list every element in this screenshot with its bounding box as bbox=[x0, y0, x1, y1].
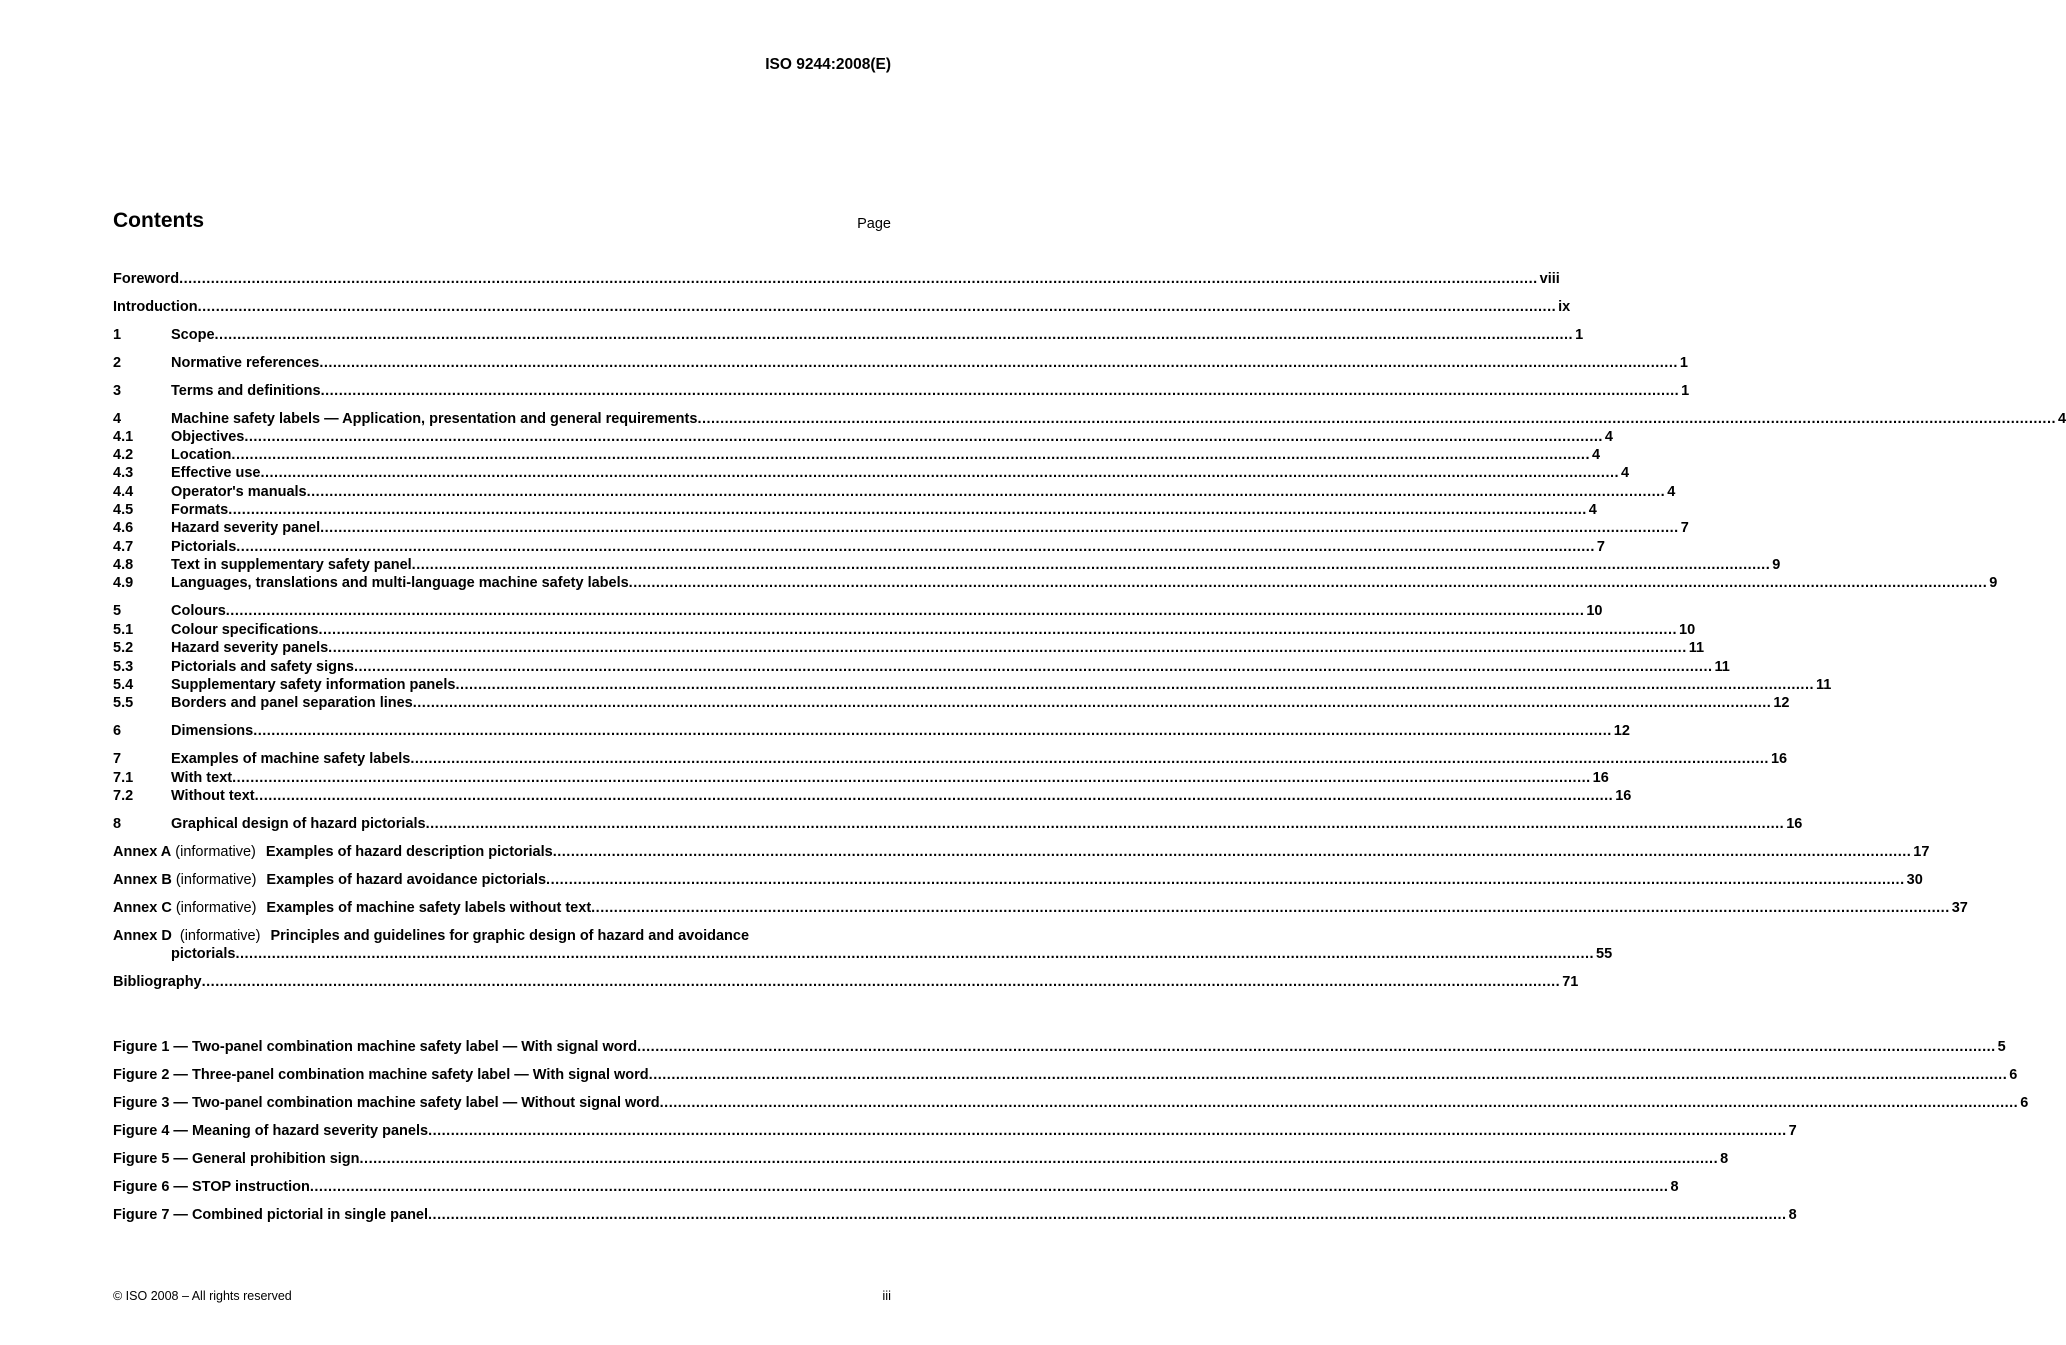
toc-entry-page: 4 bbox=[1667, 484, 1676, 500]
figure-title: Figure 6 — STOP instruction bbox=[113, 1179, 310, 1195]
toc-entry-title: Borders and panel separation lines bbox=[171, 695, 413, 711]
dot-leader bbox=[318, 621, 1677, 639]
toc-entry-title: Hazard severity panels bbox=[171, 640, 329, 656]
toc-entry[interactable] bbox=[113, 676, 1832, 694]
toc-entry-number: 4.4 bbox=[113, 484, 134, 500]
toc-entry-title: With text bbox=[171, 770, 233, 786]
toc-entry[interactable] bbox=[113, 382, 1690, 400]
figure-title: Figure 3 — Two-panel combination machine safety label — Without signal word bbox=[113, 1095, 660, 1111]
toc-entry[interactable] bbox=[113, 538, 1605, 556]
footer-page-number: iii bbox=[882, 1288, 891, 1303]
toc-entry[interactable] bbox=[113, 787, 1632, 805]
annex-note: (informative) bbox=[175, 844, 256, 860]
dot-leader bbox=[426, 815, 1785, 833]
annex-d-entry[interactable] bbox=[113, 927, 749, 945]
toc-entry-title: Normative references bbox=[171, 355, 320, 371]
figure-entry[interactable] bbox=[113, 1150, 1729, 1168]
copyright-notice: © ISO 2008 – All rights reserved bbox=[113, 1289, 292, 1303]
dot-leader bbox=[546, 871, 1905, 889]
dot-leader bbox=[428, 1122, 1787, 1140]
toc-entry[interactable] bbox=[113, 769, 1609, 787]
dot-leader bbox=[255, 787, 1614, 805]
contents-heading: Contents bbox=[113, 209, 204, 232]
figure-entry[interactable] bbox=[113, 1122, 1797, 1140]
toc-entry-page: 1 bbox=[1681, 383, 1690, 399]
toc-entry[interactable] bbox=[113, 483, 1676, 501]
figure-title: Figure 2 — Three-panel combination machine safety label — With signal word bbox=[113, 1067, 649, 1083]
toc-entry[interactable] bbox=[113, 464, 1630, 482]
dot-leader bbox=[637, 1038, 1996, 1056]
toc-entry[interactable] bbox=[113, 574, 1998, 592]
dot-leader bbox=[328, 639, 1687, 657]
figure-entry[interactable] bbox=[113, 1066, 2018, 1084]
toc-entry-number: 1 bbox=[113, 327, 122, 343]
toc-entry[interactable] bbox=[113, 298, 1571, 316]
toc-entry-title: Pictorials bbox=[171, 539, 237, 555]
dot-leader bbox=[310, 1178, 1669, 1196]
toc-entry[interactable] bbox=[113, 519, 1689, 537]
figure-page: 7 bbox=[1788, 1123, 1797, 1139]
dot-leader bbox=[236, 538, 1595, 556]
dot-leader bbox=[629, 574, 1988, 592]
bibliography-title: Bibliography bbox=[113, 974, 202, 990]
annex-label: Annex B bbox=[113, 872, 172, 888]
toc-entry-number: 4.5 bbox=[113, 502, 134, 518]
toc-entry-page: 16 bbox=[1786, 816, 1803, 832]
toc-entry[interactable] bbox=[113, 446, 1601, 464]
toc-entry-page: 10 bbox=[1679, 622, 1696, 638]
toc-entry[interactable] bbox=[113, 639, 1705, 657]
toc-entry-title: Location bbox=[171, 447, 232, 463]
dot-leader bbox=[360, 1150, 1719, 1168]
toc-entry-page: ix bbox=[1558, 299, 1571, 315]
toc-entry[interactable] bbox=[113, 621, 1696, 639]
toc-entry-page: 4 bbox=[2058, 411, 2066, 427]
toc-entry-page: viii bbox=[1539, 271, 1560, 287]
dot-leader bbox=[307, 483, 1666, 501]
dot-leader bbox=[660, 1094, 2019, 1112]
toc-entry-number: 4.1 bbox=[113, 429, 134, 445]
toc-entry-number: 5.2 bbox=[113, 640, 134, 656]
toc-entry[interactable] bbox=[113, 270, 1560, 288]
toc-entry-number: 4.7 bbox=[113, 539, 134, 555]
toc-entry[interactable] bbox=[113, 602, 1603, 620]
dot-leader bbox=[455, 676, 1814, 694]
toc-entry[interactable] bbox=[113, 428, 1613, 446]
toc-entry-title: Machine safety labels — Application, presentation and general requirements bbox=[171, 411, 698, 427]
toc-entry-page: 16 bbox=[1592, 770, 1609, 786]
toc-entry-title: Colours bbox=[171, 603, 226, 619]
toc-entry-number: 6 bbox=[113, 723, 122, 739]
figure-page: 8 bbox=[1788, 1207, 1797, 1223]
toc-entry[interactable] bbox=[113, 556, 1781, 574]
annex-d-continuation[interactable] bbox=[113, 945, 1613, 963]
dot-leader bbox=[410, 750, 1769, 768]
figure-title: Figure 1 — Two-panel combination machine safety label — With signal word bbox=[113, 1039, 638, 1055]
annex-entry[interactable] bbox=[113, 899, 1968, 917]
toc-entry-page: 1 bbox=[1575, 327, 1584, 343]
toc-entry[interactable] bbox=[113, 354, 1688, 372]
toc-entry-number: 3 bbox=[113, 383, 122, 399]
toc-entry-page: 7 bbox=[1596, 539, 1605, 555]
toc-entry-page: 9 bbox=[1989, 575, 1998, 591]
toc-entry-number: 5 bbox=[113, 603, 122, 619]
toc-entry-title: Operator's manuals bbox=[171, 484, 307, 500]
annex-entry[interactable] bbox=[113, 871, 1923, 889]
toc-entry[interactable] bbox=[113, 722, 1630, 740]
toc-entry-title: Supplementary safety information panels bbox=[171, 677, 456, 693]
toc-entry-page: 9 bbox=[1772, 557, 1781, 573]
figure-entry[interactable] bbox=[113, 1038, 2006, 1056]
toc-entry-number: 4.6 bbox=[113, 520, 134, 536]
toc-entry-title: Hazard severity panel bbox=[171, 520, 321, 536]
dot-leader bbox=[413, 694, 1772, 712]
annex-title: Examples of hazard description pictorials bbox=[265, 844, 553, 860]
toc-entry-page: 16 bbox=[1615, 788, 1632, 804]
dot-leader bbox=[202, 973, 1561, 991]
toc-entry[interactable] bbox=[113, 658, 1730, 676]
toc-entry-page: 4 bbox=[1592, 447, 1601, 463]
toc-entry-number: 4.2 bbox=[113, 447, 134, 463]
annex-page: 30 bbox=[1906, 872, 1923, 888]
annex-note: (informative) bbox=[175, 872, 257, 888]
toc-entry-title: Colour specifications bbox=[171, 622, 319, 638]
toc-entry-title: Graphical design of hazard pictorials bbox=[171, 816, 426, 832]
toc-entry[interactable] bbox=[113, 501, 1597, 519]
toc-entry-page: 11 bbox=[1816, 677, 1832, 693]
annex-page: 55 bbox=[1596, 946, 1613, 962]
toc-entry[interactable] bbox=[113, 694, 1790, 712]
toc-entry-number: 7 bbox=[113, 751, 122, 767]
toc-entry-title: Dimensions bbox=[171, 723, 254, 739]
figure-entry[interactable] bbox=[113, 1094, 2029, 1112]
dot-leader bbox=[412, 556, 1771, 574]
figure-title: Figure 4 — Meaning of hazard severity panels bbox=[113, 1123, 429, 1139]
toc-entry-title: Without text bbox=[171, 788, 255, 804]
annex-page: 37 bbox=[1951, 900, 1968, 916]
toc-entry-title: Objectives bbox=[171, 429, 245, 445]
toc-entry-number: 7.1 bbox=[113, 770, 134, 786]
dot-leader bbox=[428, 1206, 1787, 1224]
toc-entry-title: Examples of machine safety labels bbox=[171, 751, 411, 767]
toc-entry-page: 4 bbox=[1604, 429, 1613, 445]
toc-entry[interactable] bbox=[113, 815, 1803, 833]
annex-note: (informative) bbox=[179, 928, 261, 944]
dot-leader bbox=[198, 298, 1557, 316]
annex-title-continued: pictorials bbox=[171, 946, 236, 962]
dot-leader bbox=[244, 428, 1603, 446]
toc-entry-title: Formats bbox=[171, 502, 229, 518]
annex-title: Examples of hazard avoidance pictorials bbox=[266, 872, 547, 888]
toc-entry-page: 10 bbox=[1586, 603, 1603, 619]
toc-entry-number: 4 bbox=[113, 411, 122, 427]
toc-entry-number: 4.3 bbox=[113, 465, 134, 481]
toc-entry[interactable] bbox=[113, 326, 1584, 344]
dot-leader bbox=[320, 519, 1679, 537]
toc-entry-number: 2 bbox=[113, 355, 122, 371]
toc-entry-number: 5.3 bbox=[113, 659, 134, 675]
dot-leader bbox=[553, 843, 1912, 861]
dot-leader bbox=[215, 326, 1574, 344]
dot-leader bbox=[354, 658, 1713, 676]
bibliography-page: 71 bbox=[1562, 974, 1579, 990]
toc-entry-title: Text in supplementary safety panel bbox=[171, 557, 412, 573]
annex-title: Principles and guidelines for graphic design of hazard and avoidance bbox=[270, 928, 750, 944]
dot-leader bbox=[231, 446, 1590, 464]
figure-page: 5 bbox=[1997, 1039, 2006, 1055]
toc-entry-page: 7 bbox=[1680, 520, 1689, 536]
dot-leader bbox=[649, 1066, 2008, 1084]
figure-page: 6 bbox=[2020, 1095, 2029, 1111]
figure-title: Figure 7 — Combined pictorial in single panel bbox=[113, 1207, 429, 1223]
toc-entry-title: Languages, translations and multi-language machine safety labels bbox=[171, 575, 629, 591]
toc-entry-page: 1 bbox=[1679, 355, 1688, 371]
toc-entry-page: 11 bbox=[1714, 659, 1730, 675]
toc-entry-number: 5.5 bbox=[113, 695, 134, 711]
annex-label: Annex D bbox=[113, 928, 172, 944]
toc-entry-number: 5.4 bbox=[113, 677, 134, 693]
dot-leader bbox=[228, 501, 1587, 519]
toc-entry-number: 5.1 bbox=[113, 622, 134, 638]
page-column-label: Page bbox=[857, 216, 891, 232]
figure-title: Figure 5 — General prohibition sign bbox=[113, 1151, 360, 1167]
dot-leader bbox=[697, 410, 2056, 428]
bibliography-entry[interactable] bbox=[113, 973, 1579, 991]
toc-entry-number: 4.8 bbox=[113, 557, 134, 573]
toc-entry-page: 12 bbox=[1613, 723, 1630, 739]
annex-label: Annex C bbox=[113, 900, 172, 916]
toc-entry-title: Scope bbox=[171, 327, 215, 343]
document-id: ISO 9244:2008(E) bbox=[765, 56, 891, 73]
figure-page: 6 bbox=[2009, 1067, 2018, 1083]
annex-label: Annex A bbox=[113, 844, 172, 860]
toc-entry-page: 11 bbox=[1688, 640, 1705, 656]
figure-page: 8 bbox=[1670, 1179, 1679, 1195]
toc-entry-page: 16 bbox=[1770, 751, 1788, 767]
dot-leader bbox=[226, 602, 1585, 620]
toc-entry-page: 12 bbox=[1773, 695, 1790, 711]
toc-entry-page: 4 bbox=[1588, 502, 1597, 518]
dot-leader bbox=[591, 899, 1950, 917]
toc-entry-number: 7.2 bbox=[113, 788, 134, 804]
toc-entry-title: Effective use bbox=[171, 465, 261, 481]
dot-leader bbox=[235, 945, 1594, 963]
dot-leader bbox=[260, 464, 1619, 482]
toc-entry-title: Foreword bbox=[113, 271, 180, 287]
dot-leader bbox=[321, 382, 1680, 400]
toc-entry-number: 8 bbox=[113, 816, 122, 832]
dot-leader bbox=[319, 354, 1678, 372]
toc-entry-title: Introduction bbox=[113, 299, 198, 315]
figure-entry[interactable] bbox=[113, 1206, 1797, 1224]
dot-leader bbox=[179, 270, 1538, 288]
dot-leader bbox=[253, 722, 1612, 740]
toc-entry-number: 4.9 bbox=[113, 575, 134, 591]
toc-entry[interactable] bbox=[113, 750, 1788, 768]
toc-entry-title: Pictorials and safety signs bbox=[171, 659, 354, 675]
figure-page: 8 bbox=[1720, 1151, 1729, 1167]
dot-leader bbox=[232, 769, 1591, 787]
annex-title: Examples of machine safety labels without text bbox=[266, 900, 592, 916]
toc-entry-page: 4 bbox=[1621, 465, 1630, 481]
annex-entry[interactable] bbox=[113, 843, 1930, 861]
toc-entry-title: Terms and definitions bbox=[171, 383, 321, 399]
annex-note: (informative) bbox=[175, 900, 257, 916]
figure-entry[interactable] bbox=[113, 1178, 1679, 1196]
toc-entry[interactable] bbox=[113, 410, 2066, 428]
annex-page: 17 bbox=[1913, 844, 1930, 860]
